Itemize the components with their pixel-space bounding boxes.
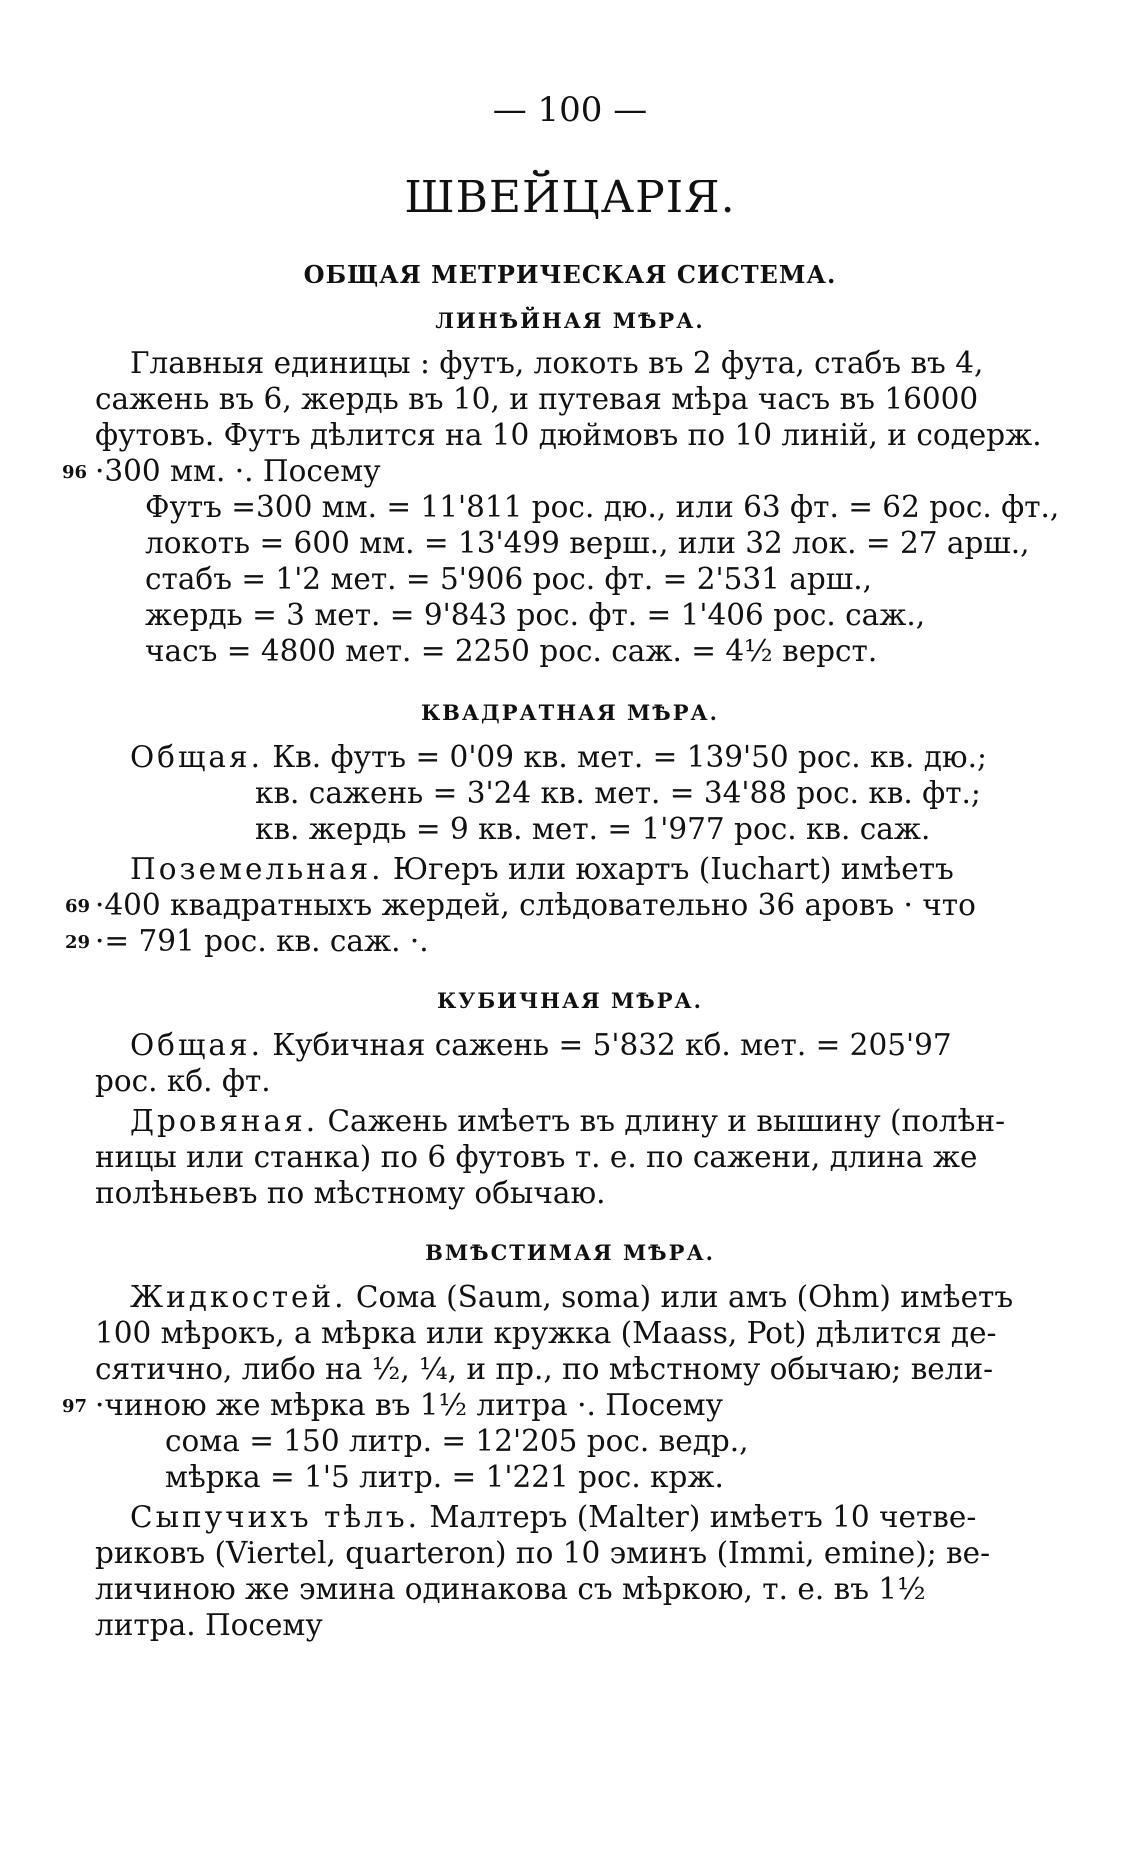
text-line: сажень въ 6, жердь въ 10, и путевая мѣра часъ въ 16000 <box>95 382 979 416</box>
section-heading-square: КВАДРАТНАЯ МѢРА. <box>421 700 719 725</box>
text-line <box>130 1028 952 1062</box>
text-run: Малтеръ (Malter) имѣетъ 10 четве- <box>429 1500 977 1534</box>
text-run: Сажень имѣетъ въ длину и вышину (полѣн- <box>327 1104 1006 1138</box>
section-heading-capacity: ВМѢСТИМАЯ МѢРА. <box>425 1240 715 1265</box>
text-line: литра. Посему <box>95 1608 323 1642</box>
run-in-heading: Жидкостей. <box>130 1280 347 1314</box>
page-title: ШВЕЙЦАРІЯ. <box>404 172 736 223</box>
margin-note: 97 <box>62 1396 88 1417</box>
text-line: 100 мѣрокъ, а мѣрка или кружка (Maass, Pot) дѣлится де- <box>95 1316 997 1350</box>
text-line: футовъ. Футъ дѣлится на 10 дюймовъ по 10 линій, и содерж. <box>95 418 1042 452</box>
section-heading-cubic: КУБИЧНАЯ МѢРА. <box>437 988 703 1013</box>
text-line: стабъ = 1'2 мет. = 5'906 рос. фт. = 2'531 арш., <box>145 562 872 596</box>
text-line: кв. сажень = 3'24 кв. мет. = 34'88 рос. кв. фт.; <box>255 776 981 810</box>
page-subtitle: ОБЩАЯ МЕТРИЧЕСКАЯ СИСТЕМА. <box>303 260 837 289</box>
text-line: риковъ (Viertel, quarteron) по 10 эминъ (Immi, emine); ве- <box>95 1536 991 1570</box>
section-heading-linear: ЛИНѢЙНАЯ МѢРА. <box>435 308 705 333</box>
margin-note: 96 <box>62 462 88 483</box>
run-in-heading: Дровяная. <box>130 1104 319 1138</box>
text-line <box>130 1500 976 1534</box>
text-run: Кубичная сажень = 5'832 кб. мет. = 205'97 <box>272 1028 952 1062</box>
page-number: — 100 — <box>492 90 648 130</box>
text-line: сома = 150 литр. = 12'205 рос. ведр., <box>165 1424 749 1458</box>
text-line: Футъ =300 мм. = 11'811 рос. дю., или 63 фт. = 62 рос. фт., <box>145 490 1060 524</box>
text-line <box>130 1280 1013 1314</box>
run-in-heading: Сыпучихъ тѣлъ. <box>130 1500 421 1534</box>
text-line: личиною же эмина одинакова съ мѣркою, т. е. въ 1½ <box>95 1572 926 1606</box>
margin-note: 29 <box>65 932 91 953</box>
text-line: кв. жердь = 9 кв. мет. = 1'977 рос. кв. саж. <box>255 812 931 846</box>
text-run: Югеръ или юхартъ (Iuchart) имѣетъ <box>392 852 954 886</box>
text-line <box>130 1104 1005 1138</box>
text-line: ·чиною же мѣрка въ 1½ литра ·. Посему <box>95 1388 723 1422</box>
text-line: ·300 мм. ·. Посему <box>95 454 381 488</box>
text-line: ·= 791 рос. кв. саж. ·. <box>95 924 429 958</box>
run-in-heading: Общая. <box>130 740 263 774</box>
run-in-heading: Общая. <box>130 1028 263 1062</box>
text-line: ницы или станка) по 6 футовъ т. е. по сажени, длина же <box>95 1140 978 1174</box>
text-line: жердь = 3 мет. = 9'843 рос. фт. = 1'406 рос. саж., <box>145 598 926 632</box>
margin-note: 69 <box>65 896 91 917</box>
text-line <box>130 740 987 774</box>
text-line: мѣрка = 1'5 литр. = 1'221 рос. крж. <box>165 1460 724 1494</box>
text-run: Сома (Saum, soma) или амъ (Ohm) имѣетъ <box>355 1280 1014 1314</box>
text-line: сятично, либо на ½, ¼, и пр., по мѣстному обычаю; вели- <box>95 1352 994 1386</box>
text-run: Кв. футъ = 0'09 кв. мет. = 139'50 рос. кв. дю.; <box>272 740 987 774</box>
run-in-heading: Поземельная. <box>130 852 384 886</box>
text-line: ·400 квадратныхъ жердей, слѣдовательно 36 аровъ · что <box>95 888 976 922</box>
text-line <box>130 852 954 886</box>
text-line: полѣньевъ по мѣстному обычаю. <box>95 1176 606 1210</box>
text-line: локоть = 600 мм. = 13'499 верш., или 32 лок. = 27 арш., <box>145 526 1030 560</box>
text-line: Главныя единицы : футъ, локоть въ 2 фута, стабъ въ 4, <box>130 346 984 380</box>
text-line: часъ = 4800 мет. = 2250 рос. саж. = 4½ верст. <box>145 634 878 668</box>
text-line: рос. кб. фт. <box>95 1064 271 1098</box>
